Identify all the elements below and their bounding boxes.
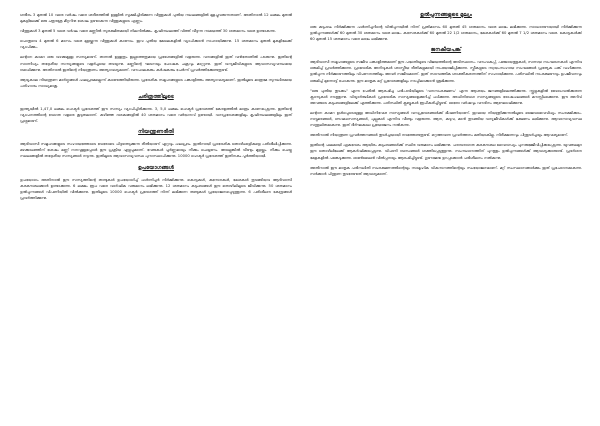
paragraph: അതിനാൽ ഈ മാതൃക പരിസ്ഥിതി സംരക്ഷണത്തിന്റെയും സാമൂഹിക വികസനത്തിന്റെയും സംയോജനമാണ്. മറ്റ് സംസ്ഥാനങ്ങൾക്കും ഇത് പ്രചോദനമാകുന്നു. സർക്കാർ പിന്തുണ തുടരേണ്ടത് ആവശ്യമാണ്. [310, 165, 582, 176]
paragraph: ലന്റാന കാമറ ഒരു വഴക്കമുള്ള സസ്യമാണ്. തണൽ ഉള്ളതും ഇല്ലാത്തതുമായ പ്രദേശങ്ങളിൽ വളരുന്നു. വനങ്ങളിൽ ഇത് വൻതോതിൽ പടരുന്നു. ഇതിന്റെ സാന്നിധ്യം തദ്ദേശീയ സസ്യങ്ങളുടെ വളർച്ചയെ തടയുന്നു. മണ്ണിന്റെ ഘടനയും പോഷക ചക്രവും മാറ്റുന്നു. ഇത് വന്യജീവികളുടെ ആവാസവ്യവസ്ഥയെ ബാധിക്കുന്നു. അതിനാൽ ഇതിന്റെ നിയന്ത്രണം അത്യാവശ്യമാണ്. വനപാലകരും കർഷകരും ചേർന്ന് പ്രവർത്തിക്കേണ്ടതുണ്ട്. [20, 55, 292, 72]
paragraph: ആദ്യകാല നിയന്ത്രണ മാർഗ്ഗങ്ങൾ ഫലപ്രദമല്ലെന്ന് കണ്ടെത്തിയിരുന്നു. പ്രദേശിക സമൂഹങ്ങളുടെ പങ്കാളിത്തം അത്യാവശ്യമാണ്. ഇതിലൂടെ മാത്രമേ സുസ്ഥിരമായ പരിഹാരം സാധ്യമാകൂ. [20, 77, 292, 88]
paragraph: ശരീരം 3 മുതൽ 10 വരെ വർഷം വരെ ശരീരത്തിൽ ഉള്ളിൽ സൂക്ഷിച്ചിരിക്കുന്ന വിത്തുകൾ പുതിയ സ്ഥലങ്ങളിൽ മുളച്ചുവരുന്നതാണ്. അതിനാൽ 12 ലക്ഷം മുതൽ മുകളിലേക്ക് ഒരു ചതുരശ്ര മീറ്ററിനു ശേഷം ഉണ്ടാകുന്ന വിത്തുകളുടെ എണ്ണം. [20, 13, 292, 24]
left-column [20, 12, 294, 418]
section-heading: നിയന്ത്രണരീതി [138, 129, 174, 136]
paragraph: പൊതുവെ 4 മുതൽ 6 മാസം വരെ മുളയ്ക്കുന്ന വിത്തുകൾ കാണാം. ഇവ പുതിയ മേഖലകളിൽ വ്യാപിക്കാൻ സഹായിക്കുന്നു. 15 ശതമാനം മുതൽ മുകളിലേക്ക് വ്യാപിക്കും. [20, 39, 292, 50]
paragraph: അതിനാൽ നിയന്ത്രണ പ്രവർത്തനങ്ങൾ തുടർച്ചയായി നടത്തേണ്ടതുണ്ട്. ഒറ്റത്തവണ പ്രവർത്തനം മതിയാകില്ല. നിരീക്ഷണവും പിന്തുടർച്ചയും ആവശ്യമാണ്. [310, 133, 569, 138]
right-column [308, 12, 582, 418]
section-heading: ഉപയോഗങ്ങൾ [137, 164, 175, 171]
paragraph: ഇതിന്റെ ഫലമായി ഏകദേശം ആയിരം കുടുംബങ്ങൾക്ക് സ്ഥിര വരുമാനം ലഭിക്കുന്നു. പരമ്പരാഗത കരകൗശല വൈദഗ്ധ്യം പുനരുജ്ജീവിപ്പിക്കപ്പെടുന്നു. യുവതലമുറ ഈ തൊഴിലിലേക്ക് ആകർഷിക്കപ്പെടുന്നു. വിപണി ബന്ധങ്ങൾ ശക്തിപ്പെടുത്തുന്നു. സംസ്ഥാനത്തിന് പുറത്തും ഉൽപ്പന്നങ്ങൾക്ക് ആവശ്യക്കാരുണ്ട്. പ്രദർശന മേളകളിൽ പങ്കെടുക്കുന്നു. ഓൺലൈൻ വിൽപ്പനയും ആരംഭിച്ചിട്ടുണ്ട്. ഗുണമേന്മ ഉറപ്പാക്കാൻ പരിശീലനം നൽകുന്നു. [310, 143, 582, 160]
paragraph: ലന്റാന കാമറ ഉൾപ്പെടെയുള്ള അധിനിവേശ സസ്യങ്ങൾ വനപ്രദേശങ്ങൾക്ക് ഭീഷണിയാണ്. ഇവയെ നിയന്ത്രിക്കുന്നതിലൂടെ ജൈവവൈവിധ്യം സംരക്ഷിക്കാം. നാട്ടുമരങ്ങൾ, ഔഷധസസ്യങ്ങൾ, പുല്ലുകൾ എന്നിവ വീണ്ടും വളരുന്നു. ആന, കടുവ, മാൻ തുടങ്ങിയ വന്യജീവികൾക്ക് ഭക്ഷണം ലഭിക്കുന്നു. ആവാസവ്യവസ്ഥ സന്തുലിതമാകുന്നു. ഇത് ദീർഘകാല പ്രയോജനം നൽകുന്നു. [310, 110, 582, 128]
paragraph: ഉപയോഗം അതിനാൽ ഈ സസ്യത്തിന്റെ തണ്ടുകൾ ഉപയോഗിച്ച് ഫർണിച്ചർ നിർമ്മിക്കുന്നു. കൊട്ടകൾ, കസേരകൾ, മേശകൾ തുടങ്ങിയവ ആദിവാസി കരകൗശലക്കാർ ഉണ്ടാക്കുന്നു. 6 ലക്ഷം രൂപ വരെ വാർഷിക വരുമാനം ലഭിക്കുന്നു. 12 ശതമാനം കുടുംബങ്ങൾ ഈ തൊഴിലിലൂടെ ജീവിക്കുന്നു. 50 ശതമാനം ഉൽപ്പന്നങ്ങൾ വിപണിയിൽ വിൽക്കുന്നു. ഇതിലൂടെ 10000 ഹെക്ടർ പ്രദേശത്ത് നിന്ന് ലഭിക്കുന്ന തണ്ടുകൾ പ്രയോജനപ്പെടുത്തുന്നു. 6 പരിശീലന കേന്ദ്രങ്ങൾ പ്രവർത്തിക്കുന്നു. [20, 177, 292, 200]
paragraph: "ഒരു പുതിയ തുടക്കം" എന്ന പേരിൽ ആരംഭിച്ച പരിപാടിയിലൂടെ 'വനസംരക്ഷണം' എന്ന ആശയം ജനങ്ങളിലെത്തിക്കുന്നു. സ്കൂളുകളിൽ ബോധവൽക്കരണ ക്ലാസുകൾ നടത്തുന്നു. വിദ്യാർത്ഥികൾ പ്രാദേശിക സസ്യങ്ങളെക്കുറിച്ച് പഠിക്കുന്നു. അധിനിവേശ സസ്യങ്ങളുടെ ദോഷഫലങ്ങൾ മനസ്സിലാക്കുന്നു. ഈ അറിവ് അവരുടെ കുടുംബങ്ങളിലേക്ക് എത്തിക്കുന്നു. പരിസ്ഥിതി ക്ലബ്ബുകൾ രൂപീകരിച്ചിട്ടുണ്ട്. ഓരോ വർഷവും വനദിനം ആഘോഷിക്കുന്നു. [310, 88, 582, 105]
section-heading: ഉൽപ്പന്നങ്ങളുടെ മൂല്യം [420, 12, 472, 18]
paragraph: ഒരു കുടുംബം നിർമ്മിക്കുന്ന ഫർണിച്ചറിന്റെ വിൽപ്പനയിൽ നിന്ന് പ്രതിമാസം 60 മുതൽ 45 ശതമാനം വരെ ലാഭം ലഭിക്കുന്നു. സാധാരണയായി നിർമ്മിക്കുന്ന ഉൽപ്പന്നങ്ങൾക്ക് 60 മുതൽ 30 ശതമാനം വരെ ലാഭം. കസേരകൾക്ക് 60 മുതൽ 22 1/2 ശതമാനം, മേശകൾക്ക് 60 മുതൽ 7 1/2 ശതമാനം വരെ. കൊട്ടകൾക്ക് 60 മുതൽ 15 ശതമാനം വരെ ലാഭം ലഭിക്കുന്നു. [310, 25, 582, 42]
section-heading: ജനകീയപങ്ക് [430, 47, 462, 54]
paragraph: ഇന്ത്യയിൽ 1,47,0 ലക്ഷം ഹെക്ടർ പ്രദേശത്ത് ഈ സസ്യം വ്യാപിച്ചിരിക്കുന്നു. 3, 5,0 ലക്ഷം ഹെക്ടർ പ്രദേശത്ത് കേരളത്തിൽ മാത്രം കാണപ്പെടുന്നു. ഇതിന്റെ വ്യാപനത്തിന്റെ വേഗത വളരെ കൂടുതലാണ്. കഴിഞ്ഞ ദശകങ്ങളിൽ 40 ശതമാനം വരെ വർദ്ധനവ് ഉണ്ടായി. വനപ്രദേശങ്ങളിലും കൃഷിസ്ഥലങ്ങളിലും ഇത് പ്രശ്നമാണ്. [20, 106, 292, 124]
paragraph: ആദിവാസി സമൂഹങ്ങളുടെ സജീവ പങ്കാളിത്തമാണ് ഈ പദ്ധതിയുടെ വിജയത്തിന്റെ അടിസ്ഥാനം. വനംവകുപ്പ്, പഞ്ചായത്തുകൾ, സന്നദ്ധ സംഘടനകൾ എന്നിവ ഒരുമിച്ച് പ്രവർത്തിക്കുന്നു. പ്രാദേശിക അറിവുകൾ ശാസ്ത്രീയ രീതികളുമായി സംയോജിപ്പിക്കുന്നു. സ്ത്രീകളുടെ സ്വയംസഹായ സംഘങ്ങൾ പ്രത്യേക പങ്ക് വഹിക്കുന്നു. ഉൽപ്പന്ന നിർമ്മാണത്തിലും വിപണനത്തിലും അവർ സജീവമാണ്. ഇത് സാമ്പത്തിക ശാക്തീകരണത്തിന് സഹായിക്കുന്നു. പരിസ്ഥിതി സംരക്ഷണവും ഉപജീവനവും ഒരുമിച്ച് മുന്നോട്ട് പോകുന്നു. ഈ മാതൃക മറ്റ് പ്രദേശങ്ങളിലും നടപ്പിലാക്കാൻ ശ്രമിക്കുന്നു. [310, 60, 582, 83]
paragraph: ആദിവാസി സമൂഹങ്ങളുടെ സഹായത്തോടെ വേരോടെ പിഴുതെടുക്കുന്ന രീതിയാണ് ഏറ്റവും ഫലപ്രദം. ഇതിനായി പ്രാദേശിക തൊഴിലാളികളെ പരിശീലിപ്പിക്കുന്നു. മഴക്കാലത്തിന് ശേഷം മണ്ണ് നനവുള്ളപ്പോൾ ഈ പ്രക്രിയ എളുപ്പമാണ്. വേരുകൾ പൂർണ്ണമായും നീക്കം ചെയ്യണം. അല്ലെങ്കിൽ വീണ്ടും മുളയ്ക്കും. നീക്കം ചെയ്ത സ്ഥലങ്ങളിൽ തദ്ദേശീയ സസ്യങ്ങൾ നടുന്നു. ഇതിലൂടെ ആവാസവ്യവസ്ഥ പുനഃസ്ഥാപിക്കുന്നു. 10000 ഹെക്ടർ പ്രദേശത്ത് ഇതിനകം പൂർത്തിയായി. [20, 142, 292, 159]
paragraph: വിത്തുകൾ 3 മുതൽ 5 വരെ വർഷം വരെ മണ്ണിൽ സുരക്ഷിതമായി നിലനിൽക്കും. കൃഷിസ്ഥലത്ത് വിത്ത് വീഴുന്ന സമയത്ത് 30 ശതമാനം വരെ ഉണ്ടാകുന്നു. [20, 29, 276, 34]
section-heading: ചരിത്രത്തിലൂടെ [138, 93, 174, 100]
